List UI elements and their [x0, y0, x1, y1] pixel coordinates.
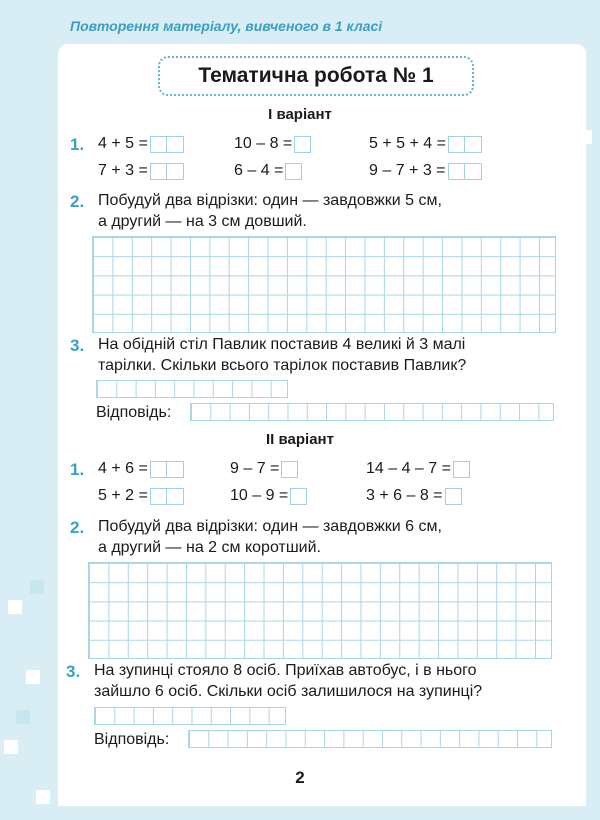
- v1-task2-number: 2.: [70, 192, 85, 211]
- v1-expr-2: 10 – 8 =: [234, 135, 311, 153]
- v2-expr-5: 10 – 9 =: [230, 487, 307, 505]
- v1-answer-cells[interactable]: [190, 403, 554, 421]
- page-number: 2: [295, 768, 305, 787]
- answer-cell[interactable]: [465, 163, 482, 180]
- answer-cell[interactable]: [294, 136, 311, 153]
- v1-task3-line1: На обідній стіл Павлик поставив 4 великі й 3 малі: [98, 336, 466, 353]
- v1-task2-line1: Побудуй два відрізки: один — завдовжки 5 см,: [98, 192, 442, 209]
- variant-2-title: ІІ варіант: [266, 431, 334, 448]
- v2-task3-line2: зайшло 6 осіб. Скільки осіб залишилося на зупинці?: [94, 683, 483, 700]
- v1-task2-line2: а другий — на 3 см довший.: [98, 213, 307, 230]
- v1-expr-4: 7 + 3 =: [98, 162, 184, 180]
- section-header-text: Повторення матеріалу, вивченого в 1 класі: [70, 18, 383, 34]
- answer-cell[interactable]: [150, 461, 167, 478]
- v2-drawing-grid[interactable]: [88, 562, 552, 659]
- v2-expr-1: 4 + 6 =: [98, 460, 184, 478]
- answer-cell[interactable]: [453, 461, 470, 478]
- answer-cell[interactable]: [167, 163, 184, 180]
- answer-cell[interactable]: [150, 136, 167, 153]
- v2-expr-4: 5 + 2 =: [98, 487, 184, 505]
- answer-cell[interactable]: [445, 488, 462, 505]
- v1-expr-3: 5 + 5 + 4 =: [369, 135, 482, 153]
- v2-answer-label: Відповідь:: [94, 731, 170, 748]
- v1-expr-1: 4 + 5 =: [98, 135, 184, 153]
- v2-expr-6: 3 + 6 – 8 =: [366, 487, 462, 505]
- v1-solution-cells[interactable]: [96, 380, 288, 398]
- answer-cell[interactable]: [285, 163, 302, 180]
- v1-drawing-grid[interactable]: [92, 236, 556, 333]
- answer-cell[interactable]: [281, 461, 298, 478]
- answer-cell[interactable]: [167, 488, 184, 505]
- section-header: [0, 10, 600, 46]
- v2-task3-line1: На зупинці стояло 8 осіб. Приїхав автобус, і в нього: [94, 662, 477, 679]
- answer-cell[interactable]: [167, 461, 184, 478]
- v2-solution-cells[interactable]: [94, 707, 286, 725]
- v2-answer-cells[interactable]: [188, 730, 552, 748]
- answer-cell[interactable]: [448, 163, 465, 180]
- answer-cell[interactable]: [448, 136, 465, 153]
- v2-expr-2: 9 – 7 =: [230, 460, 298, 478]
- v1-expr-6: 9 – 7 + 3 =: [369, 162, 482, 180]
- page-title: Тематична робота № 1: [158, 56, 474, 96]
- v2-task3-number: 3.: [66, 662, 81, 681]
- answer-cell[interactable]: [150, 488, 167, 505]
- answer-cell[interactable]: [150, 163, 167, 180]
- answer-cell[interactable]: [465, 136, 482, 153]
- answer-cell[interactable]: [290, 488, 307, 505]
- v1-answer-label: Відповідь:: [96, 404, 172, 421]
- v2-task2-number: 2.: [70, 518, 85, 537]
- v2-expr-3: 14 – 4 – 7 =: [366, 460, 470, 478]
- v1-task3-line2: тарілки. Скільки всього тарілок поставив Павлик?: [98, 357, 467, 374]
- v1-expr-5: 6 – 4 =: [234, 162, 302, 180]
- v1-task3-number: 3.: [70, 336, 85, 355]
- decorative-pixels-left: [0, 560, 56, 820]
- v2-task2-line1: Побудуй два відрізки: один — завдовжки 6 см,: [98, 518, 442, 535]
- v2-task2-line2: а другий — на 2 см коротший.: [98, 539, 321, 556]
- v2-task1-number: 1.: [70, 460, 85, 479]
- answer-cell[interactable]: [167, 136, 184, 153]
- variant-1-title: І варіант: [268, 106, 332, 123]
- v1-task1-number: 1.: [70, 135, 85, 154]
